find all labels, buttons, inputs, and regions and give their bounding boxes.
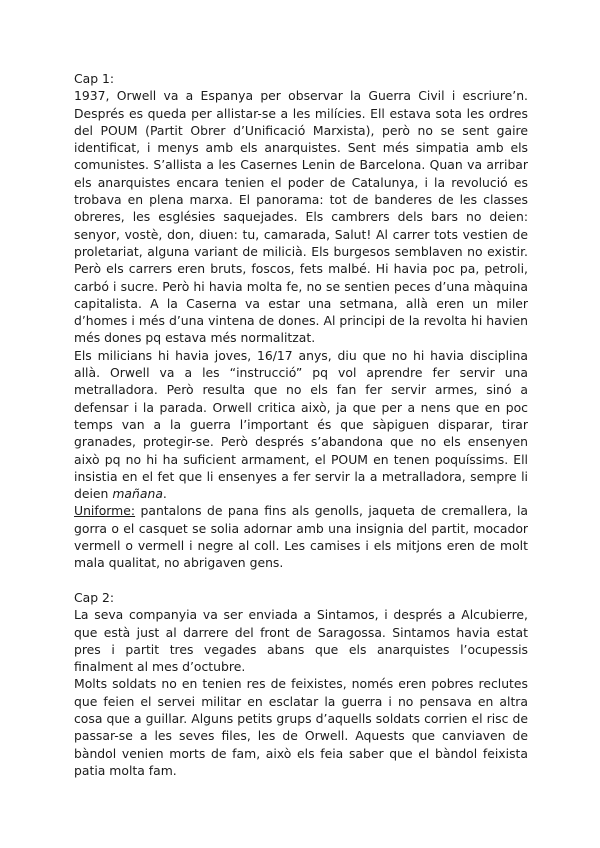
chapter-2-paragraph-1: La seva companyia va ser enviada a Sintamos, i després a Alcubierre, que està just al darrere del front de Saragossa. Sintamos havia estat pres i partit tres vegades abans que els anarquistes l’ocupessis finalment al mes d’octubre. — [74, 607, 528, 675]
chapter-1-paragraph-2-text: Els milicians hi havia joves, 16/17 anys, diu que no hi havia disciplina allà. Orwell va a les “instrucció” pq vol aprendre fer servir una metralladora. Però resulta que no els fan fer servir armes, sinó a defensar i la parada. Orwell critica això, ja que per a nens que en poc temps van a la guerra l’important és que sàpiguen disparar, tirar granades, protegir-se. Però després s’abandona que no els ensenyen això pq no hi ha suficient armament, el POUM en tenen poquíssims. Ell insistia en el fet que li ensenyes a fer servir la a metralladora, sempre li deien — [74, 347, 528, 502]
uniform-text: pantalons de pana fins als genolls, jaqueta de cremallera, la gorra o el casquet se solia adornar amb una insignia del partit, mocador vermell o vermell i negre al coll. Les camises i els mitjons eren de molt mala qualitat, no abrigaven gens. — [74, 503, 528, 571]
manana-italic: mañana — [112, 486, 163, 502]
chapter-2-heading: Cap 2: — [74, 589, 115, 605]
chapter-1-paragraph-2-end: . — [162, 486, 167, 502]
chapter-1-paragraph-2 — [74, 347, 528, 503]
uniform-paragraph — [74, 502, 528, 571]
blank-line — [74, 572, 528, 589]
chapter-2-paragraph-2: Molts soldats no en tenien res de feixistes, només eren pobres reclutes que feien el servei militar en esclatar la guerra i no pensava en altra cosa que a guillar. Alguns petits grups d’aquells soldats corrien el risc de passar-se a les seves files, les de Orwell. Aquests que canviaven de bàndol venien morts de fam, això els feia saber que el bàndol feixista patia molta fam. — [74, 676, 528, 778]
document-page — [74, 70, 528, 779]
chapter-1-heading: Cap 1: — [74, 71, 115, 86]
chapter-1-paragraph-1: 1937, Orwell va a Espanya per observar la Guerra Civil i escriure’n. Després es queda per allistar-se a les milícies. Ell estava sota les ordres del POUM (Partit Obrer d’Unificació Marxista), però no se sent gaire identificat, i menys amb els anarquistes. Sent més simpatia amb els comunistes. S’allista a les Casernes Lenin de Barcelona. Quan va arribar els anarquistes encara tenien el poder de Catalunya, i la revolució es trobava en plena marxa. El panorama: tot de banderes de les classes obreres, les esglésies saquejades. Els cambrers dels bars no deien: senyor, vostè, don, diuen: tu, camarada, Salut! Al carrer tots vestien de proletariat, alguna variant de milicià. Els burgesos semblaven no existir. Però els carrers eren bruts, foscos, fets malbé. Hi havia poc pa, petroli, carbó i sucre. Però hi havia molta fe, no se sentien peces d’una màquina capitalista. A la Caserna va estar una setmana, allà eren un miler d’homes i més d’una vintena de dones. Al principi de la revolta hi havien més dones pq estava més normalitzat. — [74, 88, 528, 346]
uniform-label: Uniforme: — [74, 503, 136, 519]
